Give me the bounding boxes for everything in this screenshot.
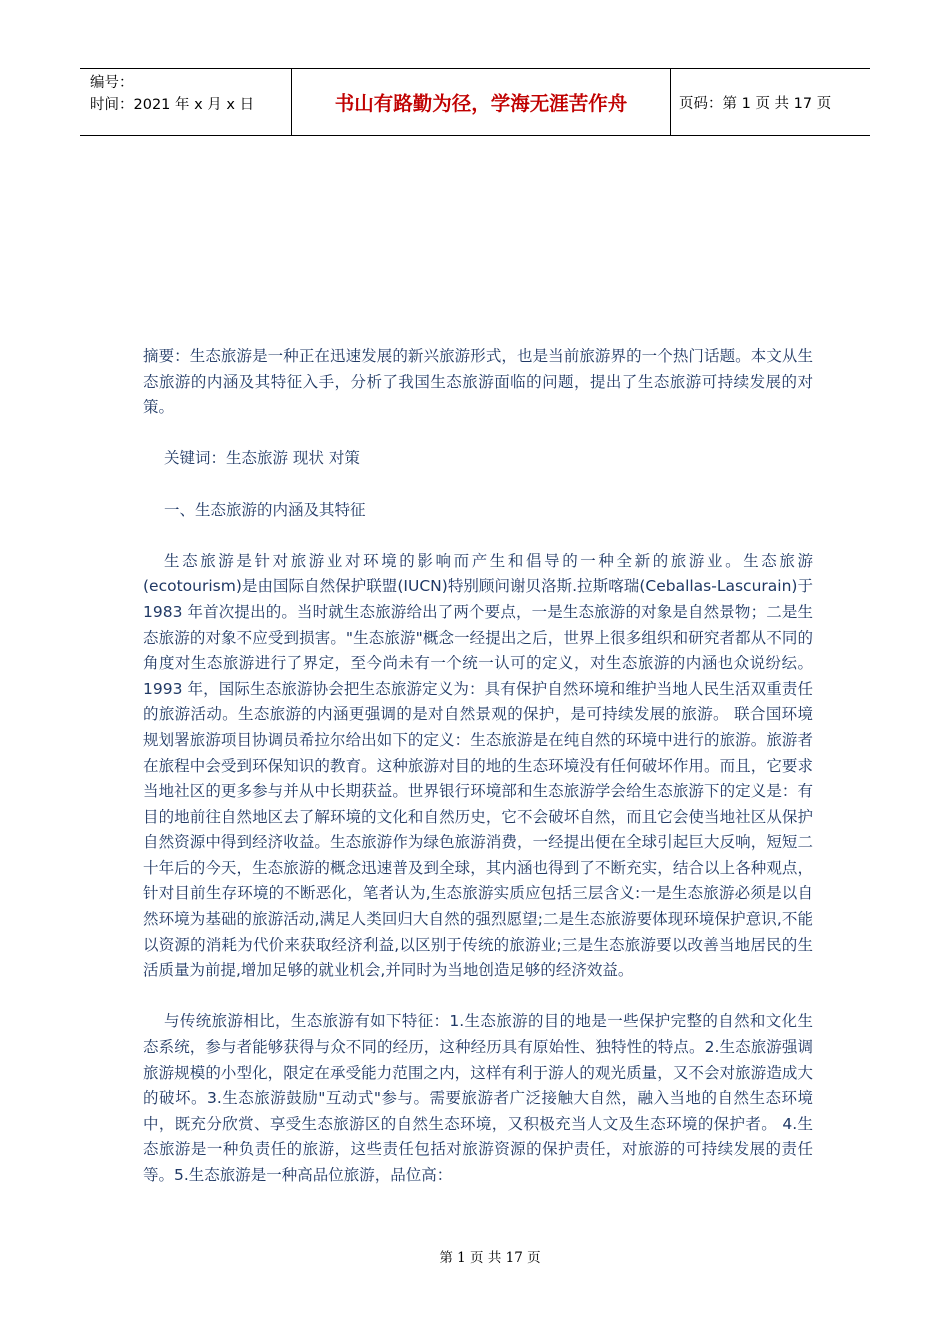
keywords: 关键词：生态旅游 现状 对策	[164, 449, 360, 468]
paragraph-characteristics: 与传统旅游相比，生态旅游有如下特征：1.生态旅游的目的地是一些保护完整的自然和文化生态系统，参与者能够获得与众不同的经历，这种经历具有原始性、独特性的特点。2.生态旅游强调旅游规模的小型化，限定在承受能力范围之内，这样有利于游人的观光质量，又不会对旅游造成大的破坏。3.生态旅游鼓励"互动式"参与。需要旅游者广泛接触大自然，融入当地的自然生态环境中，既充分欣赏、享受生态旅游区的自然生态环境，又积极充当人文及生态环境的保护者。 4.生态旅游是一种负责任的旅游，这些责任包括对旅游资源的保护责任，对旅游的可持续发展的责任等。5.生态旅游是一种高品位旅游，品位高：	[143, 1012, 813, 1184]
page-footer: 第 1 页 共 17 页	[439, 1250, 541, 1266]
header-table	[80, 68, 870, 136]
section-heading: 一、生态旅游的内涵及其特征	[164, 500, 366, 519]
abstract: 摘要：生态旅游是一种正在迅速发展的新兴旅游形式，也是当前旅游界的一个热门话题。本文从生态旅游的内涵及其特征入手，分析了我国生态旅游面临的问题，提出了生态旅游可持续发展的对策。	[143, 347, 813, 417]
header-motto: 书山有路勤为径，学海无涯苦作舟	[292, 69, 671, 136]
document-body	[143, 344, 813, 1189]
document-date: 时间：2021 年 x 月 x 日	[90, 97, 255, 113]
document-number: 编号：	[90, 75, 134, 91]
paragraph-definition: 生态旅游是针对旅游业对环境的影响而产生和倡导的一种全新的旅游业。生态旅游(ecotourism)是由国际自然保护联盟(IUCN)特别顾问谢贝洛斯.拉斯喀瑞(Ceballas-Lascurain)于 1983 年首次提出的。当时就生态旅游给出了两个要点，一是生态旅游的对象是自然景物；二是生态旅游的对象不应受到损害。"生态旅游"概念一经提出之后，世界上很多组织和研究者都从不同的角度对生态旅游进行了界定，至今尚未有一个统一认可的定义，对生态旅游的内涵也众说纷纭。1993 年，国际生态旅游协会把生态旅游定义为：具有保护自然环境和维护当地人民生活双重责任的旅游活动。生态旅游的内涵更强调的是对自然景观的保护，是可持续发展的旅游。 联合国环境规划署旅游项目协调员希拉尔给出如下的定义：生态旅游是在纯自然的环境中进行的旅游。旅游者在旅程中会受到环保知识的教育。这种旅游对目的地的生态环境没有任何破坏作用。而且，它要求当地社区的更多参与并从中长期获益。世界银行环境部和生态旅游学会给生态旅游下的定义是：有目的地前往自然地区去了解环境的文化和自然历史，它不会破坏自然，而且它会使当地社区从保护自然资源中得到经济收益。生态旅游作为绿色旅游消费，一经提出便在全球引起巨大反响，短短二十年后的今天，生态旅游的概念迅速普及到全球，其内涵也得到了不断充实，结合以上各种观点，针对目前生存环境的不断恶化，笔者认为,生态旅游实质应包括三层含义:一是生态旅游必须是以自然环境为基础的旅游活动,满足人类回归大自然的强烈愿望;二是生态旅游要体现环境保护意识,不能以资源的消耗为代价来获取经济利益,以区别于传统的旅游业;三是生态旅游要以改善当地居民的生活质量为前提,增加足够的就业机会,并同时为当地创造足够的经济效益。	[143, 551, 813, 980]
header-info-cell	[80, 69, 292, 136]
header-page-number: 页码：第 1 页 共 17 页	[671, 69, 871, 136]
